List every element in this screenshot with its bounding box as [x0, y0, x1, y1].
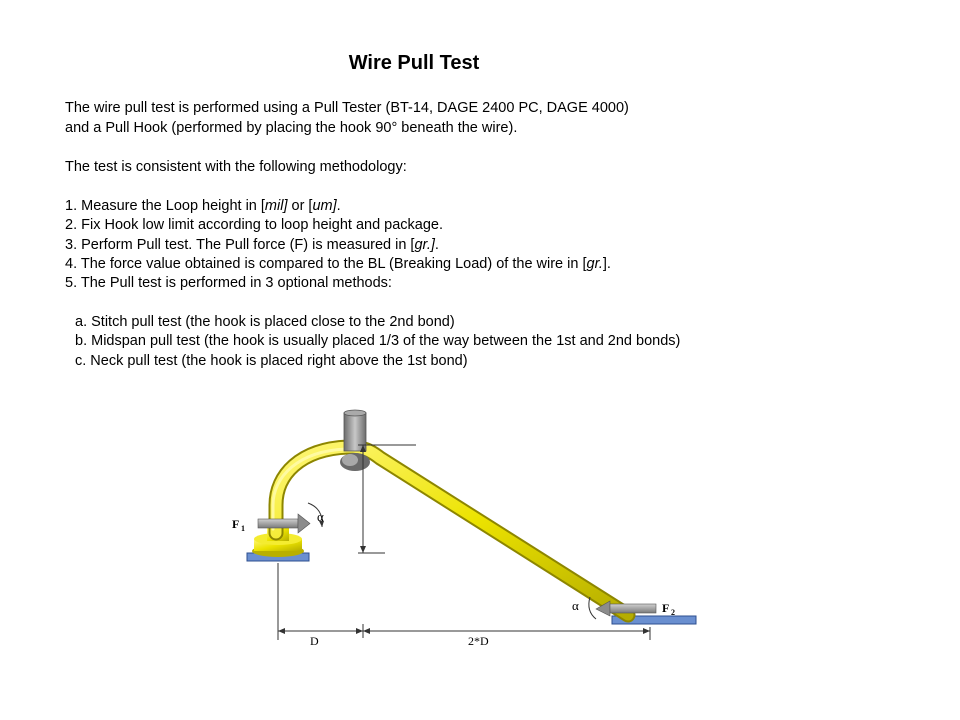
step-1-end: . — [336, 198, 341, 214]
step-4-end: ]. — [602, 256, 611, 272]
step-3 — [65, 236, 439, 256]
step-1 — [65, 197, 341, 217]
step-3-text: 3. Perform Pull test. The Pull force (F) is measured in [ — [65, 237, 415, 253]
step-5: 5. The Pull test is performed in 3 optional methods: — [65, 275, 392, 291]
pull-hook — [340, 410, 370, 471]
dimension-line — [278, 624, 650, 638]
dimension-d-label: D — [310, 634, 319, 648]
slide-title: Wire Pull Test — [348, 52, 480, 74]
method-b: b. Midspan pull test (the hook is usually placed 1/3 of the way between the 1st and 2nd bonds) — [75, 333, 681, 349]
wire-pull-diagram — [230, 405, 710, 650]
step-4-text: 4. The force value obtained is compared to the BL (Breaking Load) of the wire in [ — [65, 256, 587, 272]
step-1-or: or [ — [287, 198, 313, 214]
intro-line-2: and a Pull Hook (performed by placing the hook 90° beneath the wire). — [65, 120, 518, 136]
method-intro: The test is consistent with the following methodology: — [65, 159, 407, 175]
f1-subscript: 1 — [241, 524, 245, 533]
alpha-right-label: α — [572, 598, 579, 613]
method-c: c. Neck pull test (the hook is placed right above the 1st bond) — [75, 353, 468, 369]
step-4-unit: gr. — [586, 256, 603, 272]
alpha-left-label: α — [317, 509, 324, 524]
intro-line-1: The wire pull test is performed using a Pull Tester (BT-14, DAGE 2400 PC, DAGE 4000) — [65, 100, 629, 116]
f1-label: F — [232, 517, 240, 531]
f2-label: F — [662, 601, 670, 615]
dimension-2d-label: 2*D — [468, 634, 489, 648]
step-4 — [65, 255, 611, 275]
f2-subscript: 2 — [671, 608, 675, 617]
step-3-end: . — [434, 237, 439, 253]
step-3-unit: gr.] — [414, 237, 435, 253]
step-2: 2. Fix Hook low limit according to loop height and package. — [65, 217, 444, 233]
step-1-unit-mil: mil] — [264, 198, 288, 214]
step-1-text: 1. Measure the Loop height in [ — [65, 198, 265, 214]
bond-wire — [276, 447, 628, 615]
method-a: a. Stitch pull test (the hook is placed close to the 2nd bond) — [75, 314, 455, 330]
step-1-unit-um: um] — [312, 198, 337, 214]
